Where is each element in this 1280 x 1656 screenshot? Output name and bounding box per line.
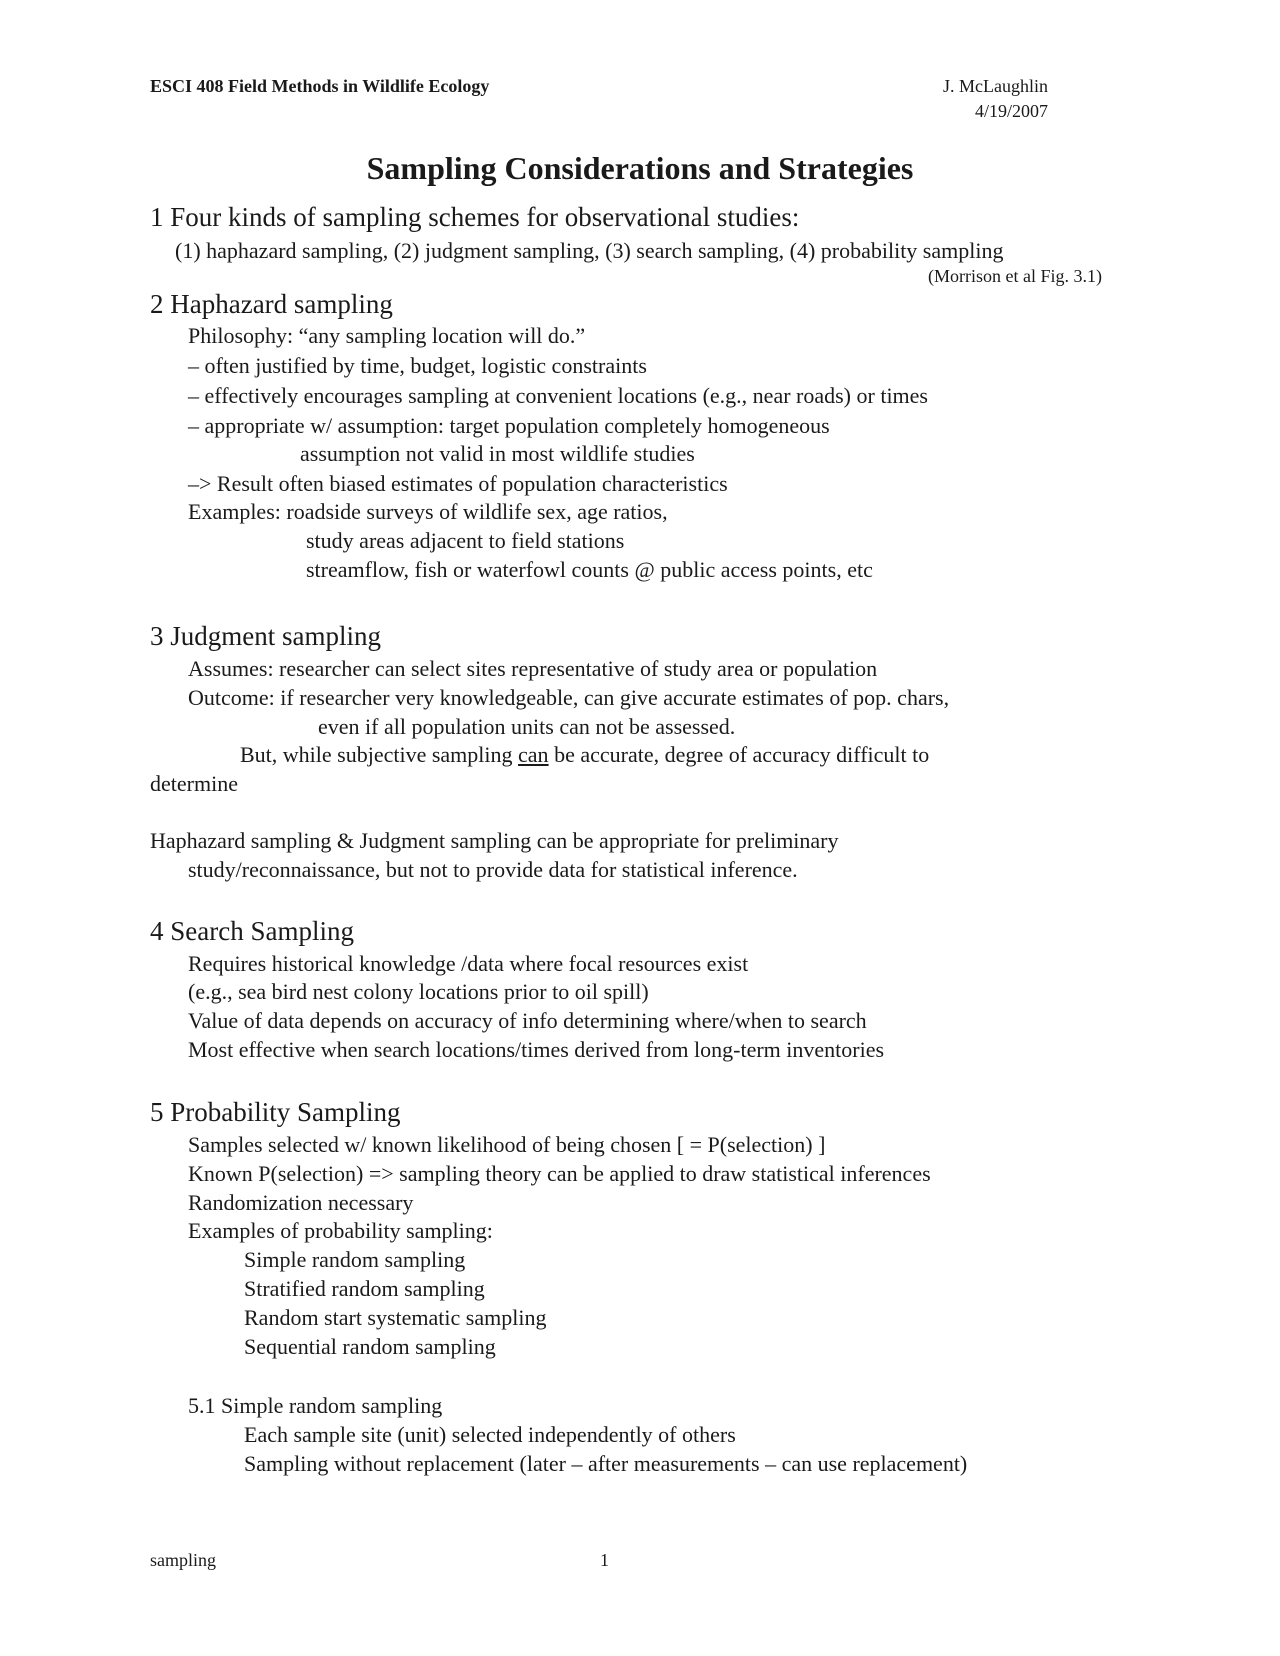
section-2-line: Philosophy: “any sampling location will do.” [188,323,586,348]
section-4-line: Value of data depends on accuracy of info determining where/when to search [188,1008,867,1033]
section-5-line: Samples selected w/ known likelihood of being chosen [ = P(selection) ] [188,1132,826,1157]
footer-label: sampling [150,1550,216,1570]
example-item: Random start systematic sampling [244,1305,547,1330]
section-2-line: – often justified by time, budget, logistic constraints [188,353,647,378]
section-5-line: Known P(selection) => sampling theory can be applied to draw statistical inferences [188,1161,931,1186]
note-line: Haphazard sampling & Judgment sampling can be appropriate for preliminary [150,828,839,853]
section-5-line: Examples of probability sampling: [188,1218,493,1243]
section-2-line: – effectively encourages sampling at convenient locations (e.g., near roads) or times [188,383,928,408]
section-5-1-heading: 5.1 Simple random sampling [188,1393,443,1418]
section-3-line: Assumes: researcher can select sites representative of study area or population [188,656,878,681]
section-5-heading: 5 Probability Sampling [150,1097,401,1127]
section-2-line: study areas adjacent to field stations [306,528,625,553]
section-4-line: (e.g., sea bird nest colony locations prior to oil spill) [188,979,649,1004]
section-1-heading: 1 Four kinds of sampling schemes for observational studies: [150,202,800,232]
section-2-line: assumption not valid in most wildlife studies [300,441,695,466]
caveat-text: be accurate, degree of accuracy difficult to [548,742,930,767]
author-name: J. McLaughlin [943,76,1048,96]
caveat-text: But, while subjective sampling [240,742,519,767]
section-1-line: (1) haphazard sampling, (2) judgment sampling, (3) search sampling, (4) probability sampling [175,238,1004,263]
section-2-heading: 2 Haphazard sampling [150,289,393,319]
section-3-caveat [240,742,929,768]
section-3-heading: 3 Judgment sampling [150,621,381,651]
section-4-heading: 4 Search Sampling [150,916,354,946]
course-title: ESCI 408 Field Methods in Wildlife Ecology [150,76,490,96]
section-2-line: –> Result often biased estimates of population characteristics [188,471,728,496]
example-item: Sequential random sampling [244,1334,496,1359]
section-2-line: – appropriate w/ assumption: target population completely homogeneous [188,413,830,438]
section-2-line: streamflow, fish or waterfowl counts @ public access points, etc [306,557,873,582]
document-date: 4/19/2007 [974,101,1048,121]
section-3-line: Outcome: if researcher very knowledgeable, can give accurate estimates of pop. chars, [188,685,950,710]
section-4-line: Requires historical knowledge /data where focal resources exist [188,951,749,976]
underlined-word: can [518,742,549,767]
example-item: Simple random sampling [244,1247,466,1272]
section-5-1-line: Each sample site (unit) selected independently of others [244,1422,736,1447]
page-title: Sampling Considerations and Strategies [366,150,914,186]
section-4-line: Most effective when search locations/times derived from long-term inventories [188,1037,885,1062]
section-5-line: Randomization necessary [188,1190,414,1215]
section-3-caveat-cont: determine [150,771,238,796]
section-3-line: even if all population units can not be assessed. [318,714,736,739]
section-2-line: Examples: roadside surveys of wildlife sex, age ratios, [188,499,668,524]
page-number: 1 [600,1550,609,1570]
section-5-1-line: Sampling without replacement (later – after measurements – can use replacement) [244,1451,968,1476]
citation: (Morrison et al Fig. 3.1) [928,266,1102,286]
note-line: study/reconnaissance, but not to provide data for statistical inference. [188,857,798,882]
example-item: Stratified random sampling [244,1276,485,1301]
